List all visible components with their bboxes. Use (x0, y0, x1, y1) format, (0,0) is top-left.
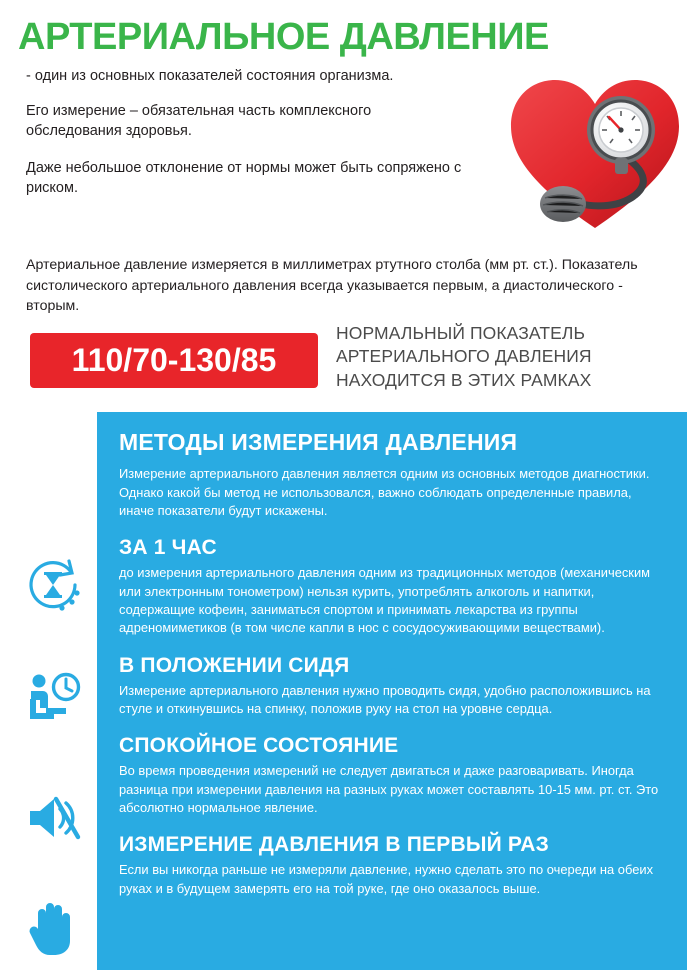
intro-paragraph-2: Его измерение – обязательная часть комплексного обследования здоровья. (26, 102, 372, 140)
intro-paragraph-1: - один из основных показателей состояния организма. (26, 68, 394, 84)
panel-intro-text: Измерение артериального давления является одним из основных методов диагностики. Однако какой бы метод не использовался, важно соблюдать определенные правила, иначе показатели будут искажены. (119, 466, 650, 518)
page-title: АРТЕРИАЛЬНОЕ ДАВЛЕНИЕ (18, 16, 549, 58)
sitting-person-clock-icon (22, 667, 84, 729)
section-heading-1: ЗА 1 ЧАС (119, 536, 217, 560)
panel-heading: МЕТОДЫ ИЗМЕРЕНИЯ ДАВЛЕНИЯ (119, 429, 518, 455)
section-text-2: Измерение артериального давления нужно проводить сидя, удобно расположившись на стуле и откинувшись на спинку, положив руку на стол на уровне сердца. (119, 682, 651, 716)
intro-block (26, 66, 466, 215)
section-text-1: до измерения артериального давления одним из традиционных методов (механическим или электронным тонометром) нельзя курить, употреблять алкоголь и напитки, содержащие кофеин, заниматься спортом и принимать лекарства из группы адреномиметиков (в том числе капли в нос с сосудосуживающими веществами). (119, 565, 651, 636)
section-text-4: Если вы никогда раньше не измеряли давление, нужно сделать это по очереди на обеих руках и в будущем замерять его на той руке, где оно оказалось выше. (119, 862, 654, 896)
section-heading-4: ИЗМЕРЕНИЕ ДАВЛЕНИЯ В ПЕРВЫЙ РАЗ (119, 833, 550, 857)
section-heading-2: В ПОЛОЖЕНИИ СИДЯ (119, 653, 350, 677)
normal-range-badge (30, 333, 318, 388)
methods-panel (97, 412, 687, 970)
normal-range-value: 110/70-130/85 (71, 342, 277, 378)
hand-icon (22, 897, 84, 959)
measurement-units-note: Артериальное давление измеряется в миллиметрах ртутного столба (мм рт. ст.). Показатель систолического артериального давления всегда указывается первым, а диастолического - вторым. (26, 257, 638, 315)
section-icon-column (14, 412, 94, 970)
mute-speaker-icon (22, 787, 84, 849)
section-heading-3: СПОКОЙНОЕ СОСТОЯНИЕ (119, 734, 399, 758)
intro-paragraph-3: Даже небольшое отклонение от нормы может быть сопряжено с риском. (26, 159, 462, 197)
normal-range-caption: НОРМАЛЬНЫЙ ПОКАЗАТЕЛЬ АРТЕРИАЛЬНОГО ДАВЛЕНИЯ НАХОДИТСЯ В ЭТИХ РАМКАХ (336, 323, 592, 390)
section-text-3: Во время проведения измерений не следует двигаться и даже разговаривать. Иногда разница при измерении давления на разных руках может составлять 10-15 мм. рт. ст. Это абсолютно нормальное явление. (119, 763, 659, 816)
timer-icon (22, 552, 84, 614)
heart-with-tonometer-illustration (503, 58, 688, 243)
